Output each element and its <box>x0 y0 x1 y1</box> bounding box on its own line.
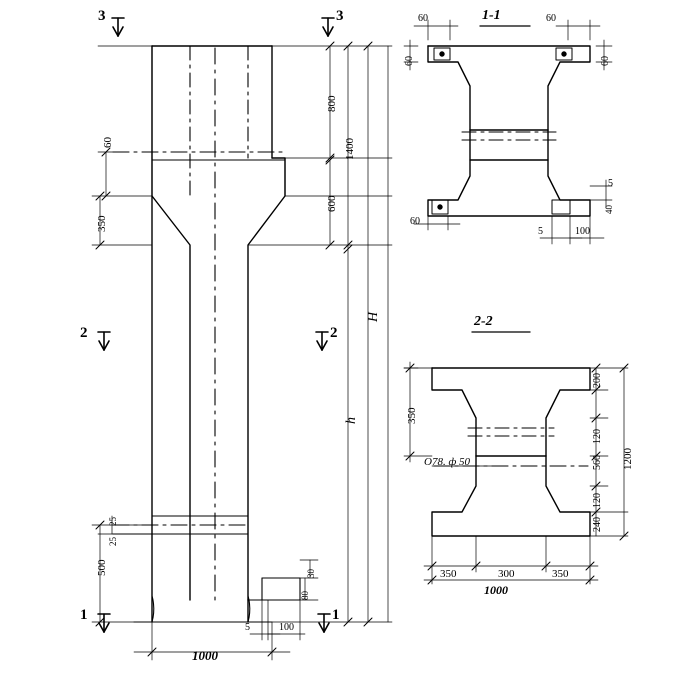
section-mark-1-left: 1 <box>80 607 88 623</box>
s2-dim-200: 200 <box>592 373 603 388</box>
s1-dim-60-v-right: 60 <box>600 56 611 66</box>
s2-dim-350-b2: 350 <box>552 568 569 580</box>
dim-25-a: 25 <box>108 517 118 526</box>
dim-1000-bottom: 1000 <box>192 648 218 663</box>
s1-dim-60-right: 60 <box>546 13 556 24</box>
s2-dim-1000-b: 1000 <box>484 583 508 597</box>
s2-dim-300-b: 300 <box>498 568 515 580</box>
section-mark-3-right: 3 <box>336 8 344 24</box>
dim-30-anchor: 30 <box>306 569 316 578</box>
section-2-2-title: 2-2 <box>474 314 493 329</box>
s1-dim-5-bottom: 5 <box>538 226 543 237</box>
s1-dim-5-right: 5 <box>608 178 613 189</box>
dim-350: 350 <box>96 215 108 232</box>
s1-dim-40-right: 40 <box>604 205 614 214</box>
s2-dim-1200: 1200 <box>622 448 634 470</box>
dim-600: 600 <box>326 195 338 212</box>
dim-500: 500 <box>96 559 108 576</box>
dim-H: H <box>366 311 381 322</box>
dim-25-b: 25 <box>108 537 118 546</box>
s1-dim-60-v-left: 60 <box>404 56 415 66</box>
s1-dim-60-left: 60 <box>418 13 428 24</box>
s2-dim-350-b1: 350 <box>440 568 457 580</box>
s1-dim-100-bottom: 100 <box>575 226 590 237</box>
s2-dim-120b: 120 <box>592 493 603 508</box>
s2-dim-560: 560 <box>592 455 603 470</box>
section-mark-3-left: 3 <box>98 8 106 24</box>
section-1-1-title: 1-1 <box>482 8 501 23</box>
dim-1400: 1400 <box>344 138 356 160</box>
dim-5-bottom: 5 <box>245 622 250 633</box>
section-mark-1-right: 1 <box>332 607 340 623</box>
dim-80-anchor: 80 <box>300 591 310 600</box>
s2-dim-240: 240 <box>592 517 603 532</box>
section-mark-2-right: 2 <box>330 325 338 341</box>
s2-dim-350-left: 350 <box>406 407 418 424</box>
dim-100-bottom: 100 <box>279 622 294 633</box>
section-mark-2-left: 2 <box>80 325 88 341</box>
s2-dim-120: 120 <box>592 429 603 444</box>
dim-h: h <box>344 417 359 424</box>
s1-dim-60-bottom-left: 60 <box>410 216 420 227</box>
dim-800: 800 <box>326 95 338 112</box>
dim-60-top: 60 <box>102 137 114 148</box>
s2-note-hole: О78. ф 50 <box>424 456 471 468</box>
